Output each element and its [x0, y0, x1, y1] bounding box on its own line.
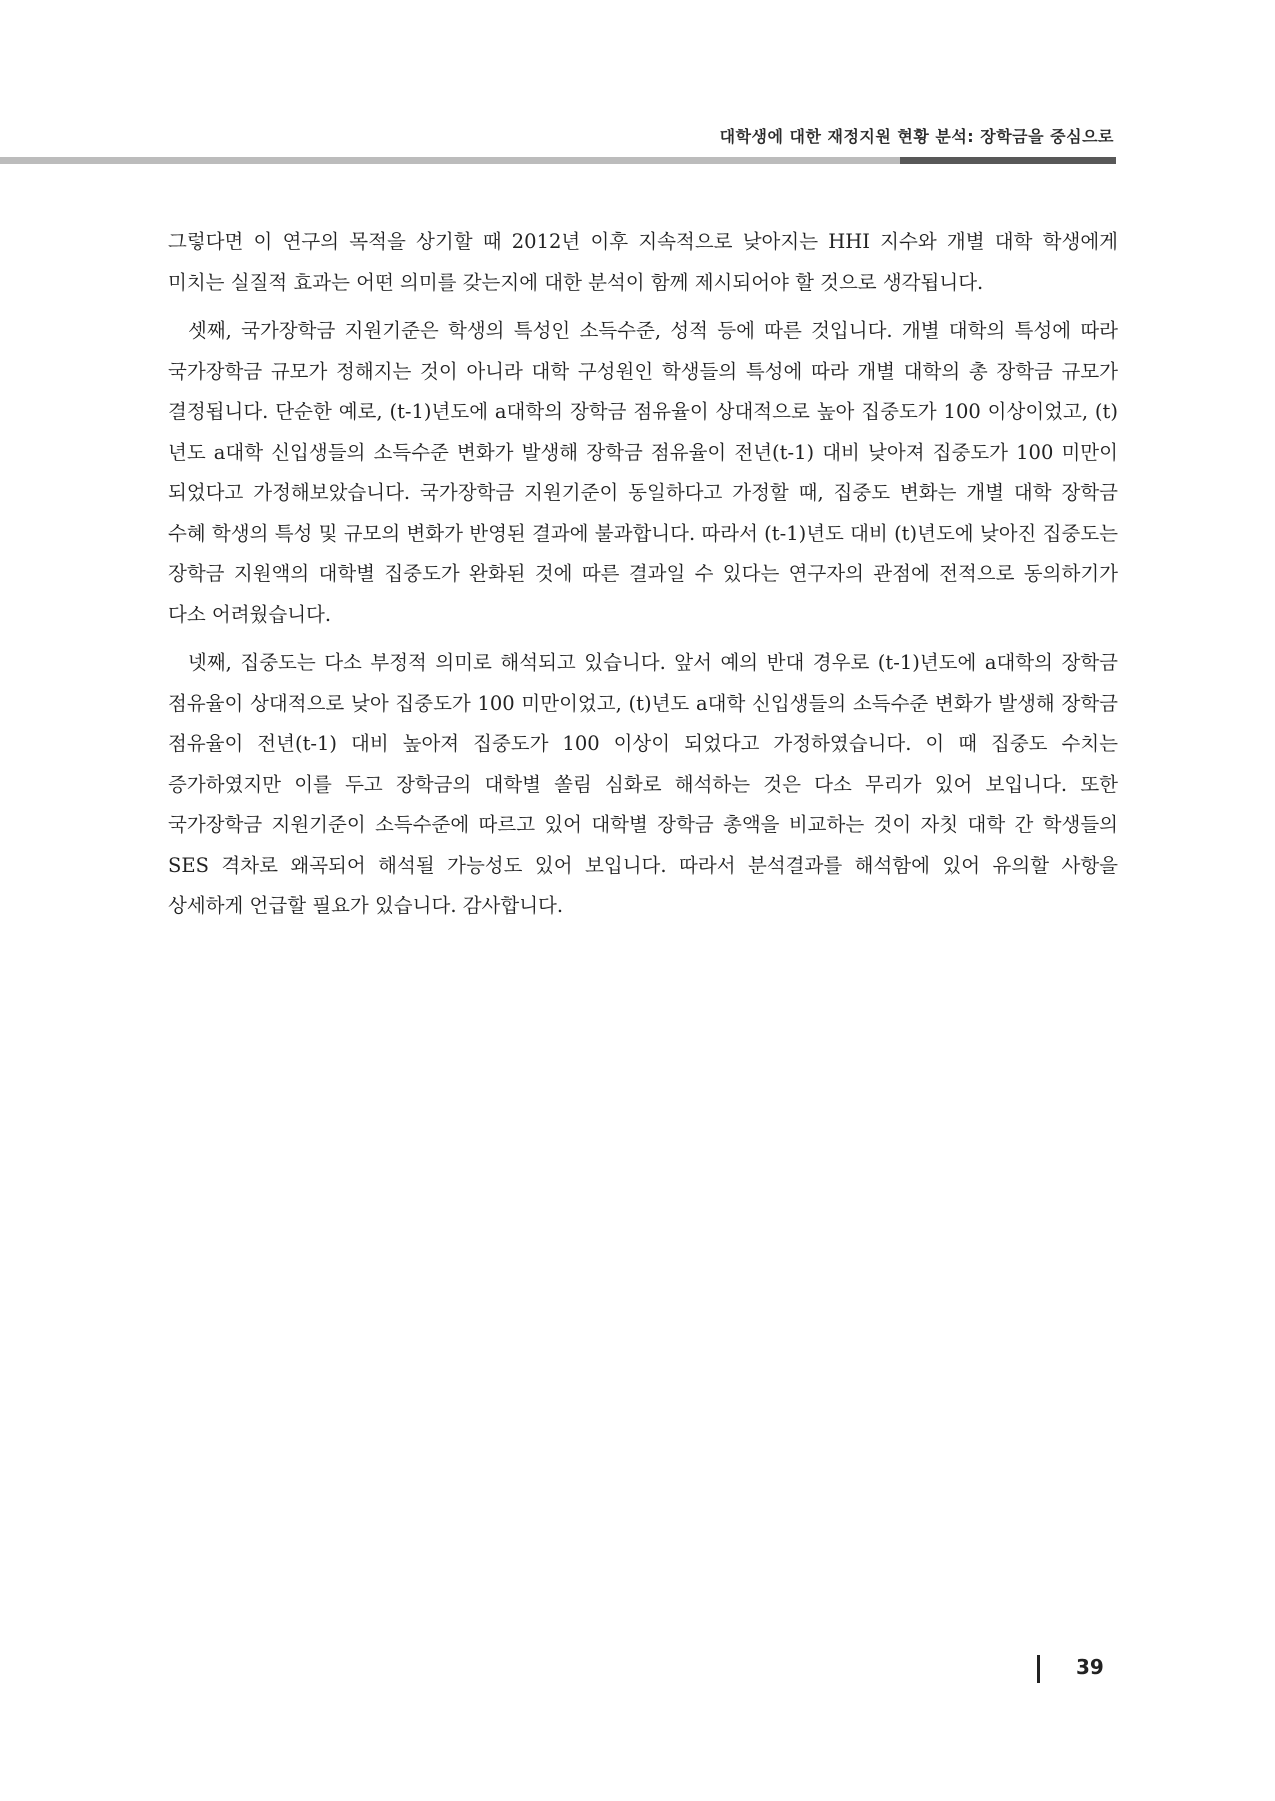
page-number: 39 — [1076, 1655, 1104, 1679]
body-text — [168, 222, 1118, 935]
paragraph-3: 넷째, 집중도는 다소 부정적 의미로 해석되고 있습니다. 앞서 예의 반대 경우로 (t-1)년도에 a대학의 장학금 점유율이 상대적으로 낮아 집중도가 100 미만이었고, (t)년도 a대학 신입생들의 소득수준 변화가 발생해 장학금 점유율이 전년(t-1) 대비 높아져 집중도가 100 이상이 되었다고 가정하였습니다. 이 때 집중도 수치는 증가하였지만 이를 두고 장학금의 대학별 쏠림 심화로 해석하는 것은 다소 무리가 있어 보입니다. 또한 국가장학금 지원기준이 소득수준에 따르고 있어 대학별 장학금 총액을 비교하는 것이 자칫 대학 간 학생들의 SES 격차로 왜곡되어 해석될 가능성도 있어 보입니다. 따라서 분석결과를 해석함에 있어 유의할 사항을 상세하게 언급할 필요가 있습니다. 감사합니다. — [168, 651, 1118, 917]
paragraph-1: 그렇다면 이 연구의 목적을 상기할 때 2012년 이후 지속적으로 낮아지는 HHI 지수와 개별 대학 학생에게 미치는 실질적 효과는 어떤 의미를 갖는지에 대한 분석이 함께 제시되어야 할 것으로 생각됩니다. — [168, 230, 1118, 294]
header-rule-light — [0, 157, 900, 164]
paragraph-2: 셋째, 국가장학금 지원기준은 학생의 특성인 소득수준, 성적 등에 따른 것입니다. 개별 대학의 특성에 따라 국가장학금 규모가 정해지는 것이 아니라 대학 구성원인 학생들의 특성에 따라 개별 대학의 총 장학금 규모가 결정됩니다. 단순한 예로, (t-1)년도에 a대학의 장학금 점유율이 상대적으로 높아 집중도가 100 이상이었고, (t)년도 a대학 신입생들의 소득수준 변화가 발생해 장학금 점유율이 전년(t-1) 대비 낮아져 집중도가 100 미만이 되었다고 가정해보았습니다. 국가장학금 지원기준이 동일하다고 가정할 때, 집중도 변화는 개별 대학 장학금 수혜 학생의 특성 및 규모의 변화가 반영된 결과에 불과합니다. 따라서 (t-1)년도 대비 (t)년도에 낮아진 집중도는 장학금 지원액의 대학별 집중도가 완화된 것에 따른 결과일 수 있다는 연구자의 관점에 전적으로 동의하기가 다소 어려웠습니다. — [168, 319, 1118, 626]
running-header-title: 대학생에 대한 재정지원 현황 분석: 장학금을 중심으로 — [719, 127, 1114, 146]
page-number-divider — [1037, 1655, 1040, 1683]
header-rule-dark — [900, 157, 1116, 164]
